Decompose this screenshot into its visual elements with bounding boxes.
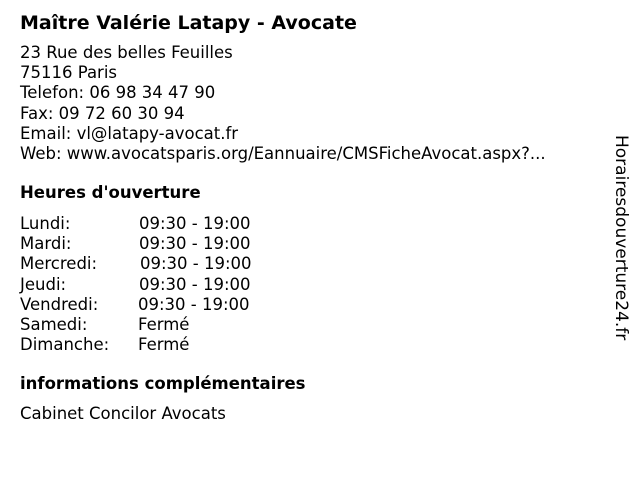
day-label: Vendredi: bbox=[20, 294, 99, 314]
time-value: 09:30 - 19:00 bbox=[138, 294, 250, 314]
time-value: Fermé bbox=[138, 314, 190, 334]
street-address: 23 Rue des belles Feuilles bbox=[20, 43, 233, 62]
contact-block bbox=[20, 43, 546, 164]
email-address: Email: vl@latapy-avocat.fr bbox=[20, 123, 239, 143]
day-label: Lundi: bbox=[20, 214, 71, 233]
day-label: Jeudi: bbox=[20, 274, 67, 294]
additional-info-heading: informations complémentaires bbox=[20, 374, 306, 393]
day-label: Mardi: bbox=[20, 234, 72, 254]
site-watermark: Horairesdouverture24.fr bbox=[611, 135, 631, 341]
day-label: Mercredi: bbox=[20, 254, 98, 274]
time-value: 09:30 - 19:00 bbox=[140, 254, 252, 274]
city-postcode: 75116 Paris bbox=[20, 63, 118, 83]
time-value: Fermé bbox=[138, 335, 190, 355]
page-title: Maître Valérie Latapy - Avocate bbox=[20, 12, 357, 34]
time-value: 09:30 - 19:00 bbox=[139, 274, 251, 294]
website-link: Web: www.avocatsparis.org/Eannuaire/CMSFicheAvocat.aspx?... bbox=[20, 143, 546, 163]
additional-info-text: Cabinet Concilor Avocats bbox=[20, 404, 226, 423]
time-value: 09:30 - 19:00 bbox=[139, 214, 251, 233]
opening-hours-heading: Heures d'ouverture bbox=[20, 183, 201, 202]
phone-number: Telefon: 06 98 34 47 90 bbox=[20, 83, 216, 103]
fax-number: Fax: 09 72 60 30 94 bbox=[20, 103, 185, 123]
time-value: 09:30 - 19:00 bbox=[139, 234, 251, 254]
day-label: Dimanche: bbox=[20, 335, 110, 355]
day-label: Samedi: bbox=[20, 314, 88, 334]
